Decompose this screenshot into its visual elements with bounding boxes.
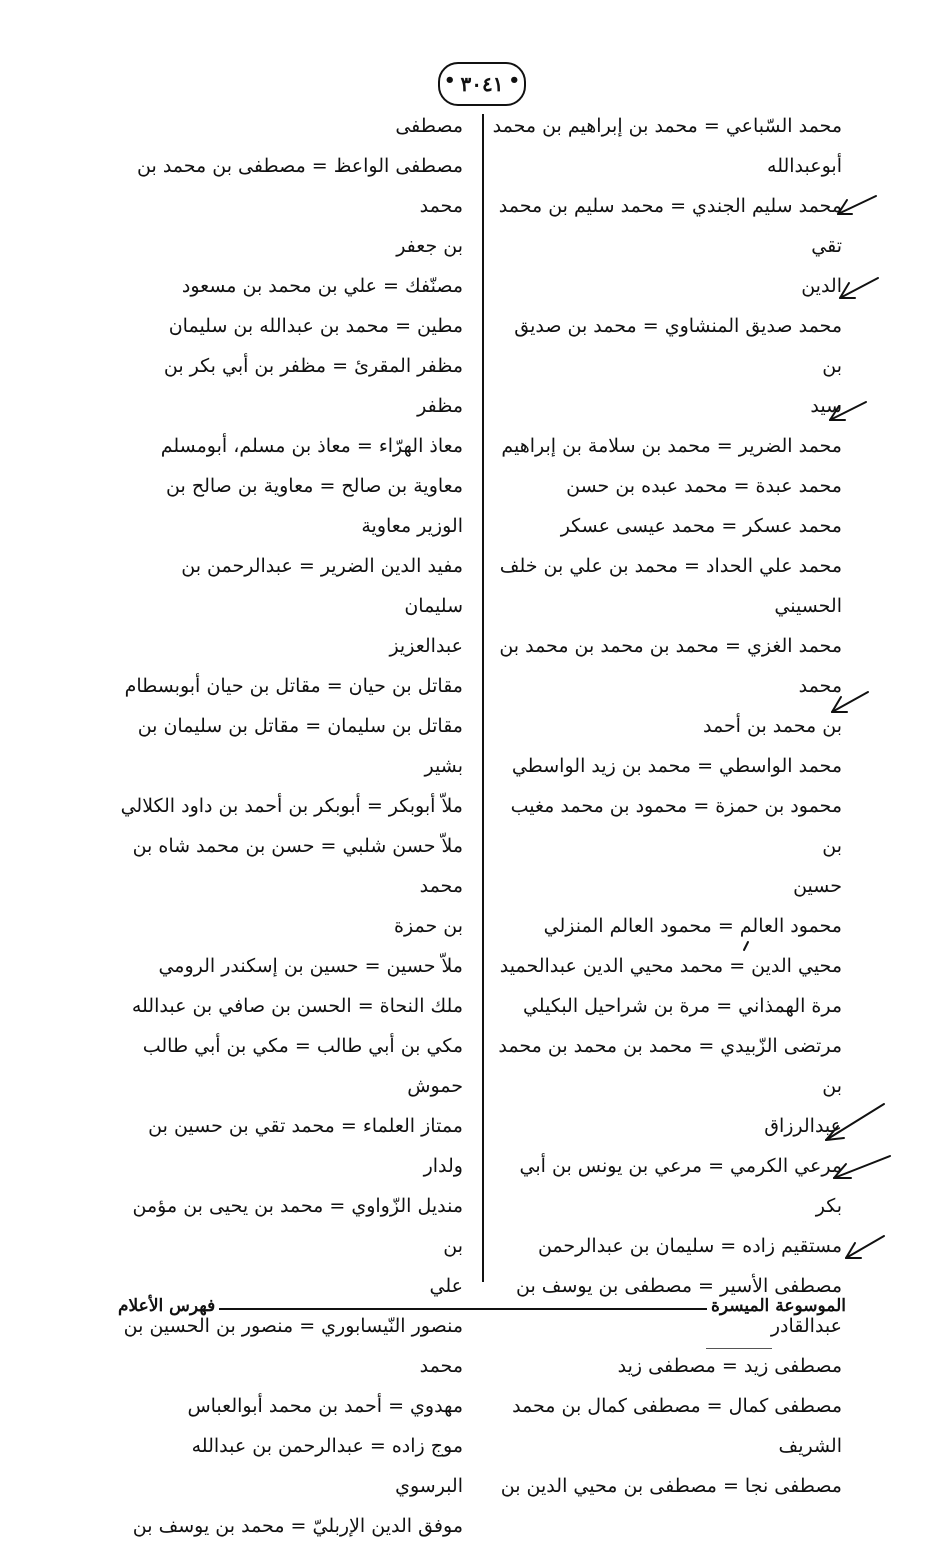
index-entry: علي: [429, 1275, 463, 1297]
check-mark-icon: [840, 278, 878, 298]
index-entry: مكي بن أبي طالب = مكي بن أبي طالب: [142, 1035, 463, 1057]
index-entry: محمد سليم الجندي = محمد سليم بن محمد تقي: [498, 195, 842, 257]
index-entry: مطين = محمد بن عبدالله بن سليمان: [168, 315, 463, 337]
index-entry: محمد علي الحداد = محمد بن علي بن خلف: [499, 555, 842, 577]
index-entry: منصور النّيسابوري = منصور بن الحسين بن: [123, 1315, 463, 1337]
index-entry: محمد: [419, 1355, 463, 1377]
index-entry: مرعي الكرمي = مرعي بن يونس بن أبي بكر: [519, 1155, 842, 1217]
index-entry: عبدالعزيز: [389, 635, 463, 657]
index-entry: مصطفى نجا = مصطفى بن محيي الدين بن: [500, 1475, 842, 1497]
index-entry: الحسيني: [774, 595, 842, 617]
index-entry: محمد الغزي = محمد بن محمد بن محمد بن محمد: [499, 635, 842, 697]
index-entry: موفق الدين الإربليّ = محمد بن يوسف بن: [132, 1515, 463, 1537]
index-entry: مقاتل بن حيان = مقاتل بن حيان أبوبسطام: [124, 675, 463, 697]
index-entry: محمد الواسطي = محمد بن زيد الواسطي: [511, 755, 842, 777]
index-entry: محمد صديق المنشاوي = محمد بن صديق بن: [514, 315, 842, 377]
index-entry: ملاّ حسين = حسين بن إسكندر الرومي: [158, 955, 463, 977]
index-entry: محمد عسكر = محمد عيسى عسكر: [560, 515, 842, 537]
index-entry: مصطفى كمال = مصطفى كمال بن محمد: [512, 1395, 842, 1417]
index-entry: محمد السّباعي = محمد بن إبراهيم بن محمد: [492, 115, 842, 137]
index-entry: الوزير معاوية: [361, 515, 463, 537]
index-entry: أبوعبدالله: [767, 155, 842, 177]
footer-rule: [219, 1308, 707, 1310]
check-mark-icon: [834, 1156, 890, 1178]
index-entry: مقاتل بن سليمان = مقاتل بن سليمان بن بشير: [137, 715, 463, 777]
index-entry: بن محمد بن أحمد: [702, 715, 842, 737]
index-entry: مصطفى: [395, 115, 463, 137]
index-entry: ملك النحاة = الحسن بن صافي بن عبدالله: [131, 995, 463, 1017]
index-entry: مهدوي = أحمد بن محمد أبوالعباس: [187, 1395, 463, 1417]
check-mark-icon: [846, 1236, 884, 1258]
index-entry: مرتضى الزّبيدي = محمد بن محمد بن محمد بن: [498, 1035, 842, 1097]
index-entry: ممتاز العلماء = محمد تقي بن حسين بن ولدار: [148, 1115, 463, 1177]
page-footer: [118, 1288, 846, 1316]
index-entry: محمد الضرير = محمد بن سلامة بن إبراهيم: [501, 435, 842, 457]
left-column: [118, 106, 463, 1546]
index-entry: منديل الزّواوي = محمد بن يحيى بن مؤمن بن: [132, 1195, 463, 1257]
column-divider: [482, 114, 484, 1282]
index-entry: عبدالرزاق: [764, 1115, 842, 1137]
index-entry: بن جعفر: [396, 235, 463, 257]
page-mark-line: [706, 1348, 772, 1349]
index-entry: الدين: [801, 275, 842, 297]
index-entry: معاوية بن صالح = معاوية بن صالح بن: [166, 475, 463, 497]
index-entry: حموش: [407, 1075, 463, 1097]
index-entry: مصنّفك = علي بن محمد بن مسعود: [181, 275, 463, 297]
index-entry: عبدالقادر: [770, 1315, 842, 1337]
index-entry: مستقيم زاده = سليمان بن عبدالرحمن: [537, 1235, 842, 1257]
index-entry: ملاّ حسن شلبي = حسن بن محمد شاه بن محمد: [132, 835, 463, 897]
index-entry: محمد عبدة = محمد عبده بن حسن: [566, 475, 842, 497]
index-entry: ملاّ أبوبكر = أبوبكر بن أحمد بن داود الكلالي: [120, 795, 463, 817]
index-entry: محمود بن حمزة = محمود بن محمد مغيب بن: [510, 795, 842, 857]
index-entry: مصطفى الواعظ = مصطفى بن محمد بن محمد: [137, 155, 463, 217]
index-entry: معاذ الهرّاء = معاذ بن مسلم، أبومسلم: [160, 435, 463, 457]
index-entry: الشريف: [778, 1435, 842, 1457]
footer-book-title: الموسوعة الميسرة: [710, 1296, 846, 1316]
index-entry: مفيد الدين الضرير = عبدالرحمن بن سليمان: [181, 555, 463, 617]
index-entry: مصطفى زيد = مصطفى زيد: [617, 1355, 842, 1377]
index-entry: موج زاده = عبدالرحمن بن عبدالله البرسوي: [191, 1435, 463, 1497]
index-entry: محيي الدين = محمد محيي الدين عبدالحميد: [499, 955, 842, 977]
page-number: • ٣٠٤١ •: [438, 62, 526, 106]
index-entry: مرة الهمذاني = مرة بن شراحيل البكيلي: [522, 995, 842, 1017]
index-entry: مصطفى الأسير = مصطفى بن يوسف بن: [516, 1275, 842, 1297]
index-entry: محمود العالم = محمود العالم المنزلي: [543, 915, 842, 937]
footer-section-title: فهرس الأعلام: [118, 1296, 216, 1316]
index-entry: بن حمزة: [394, 915, 463, 937]
index-entry: سيد: [810, 395, 842, 417]
index-entry: مظفر المقرئ = مظفر بن أبي بكر بن مظفر: [163, 355, 463, 417]
index-entry: حسين: [793, 875, 842, 897]
check-mark-icon: [838, 196, 876, 214]
